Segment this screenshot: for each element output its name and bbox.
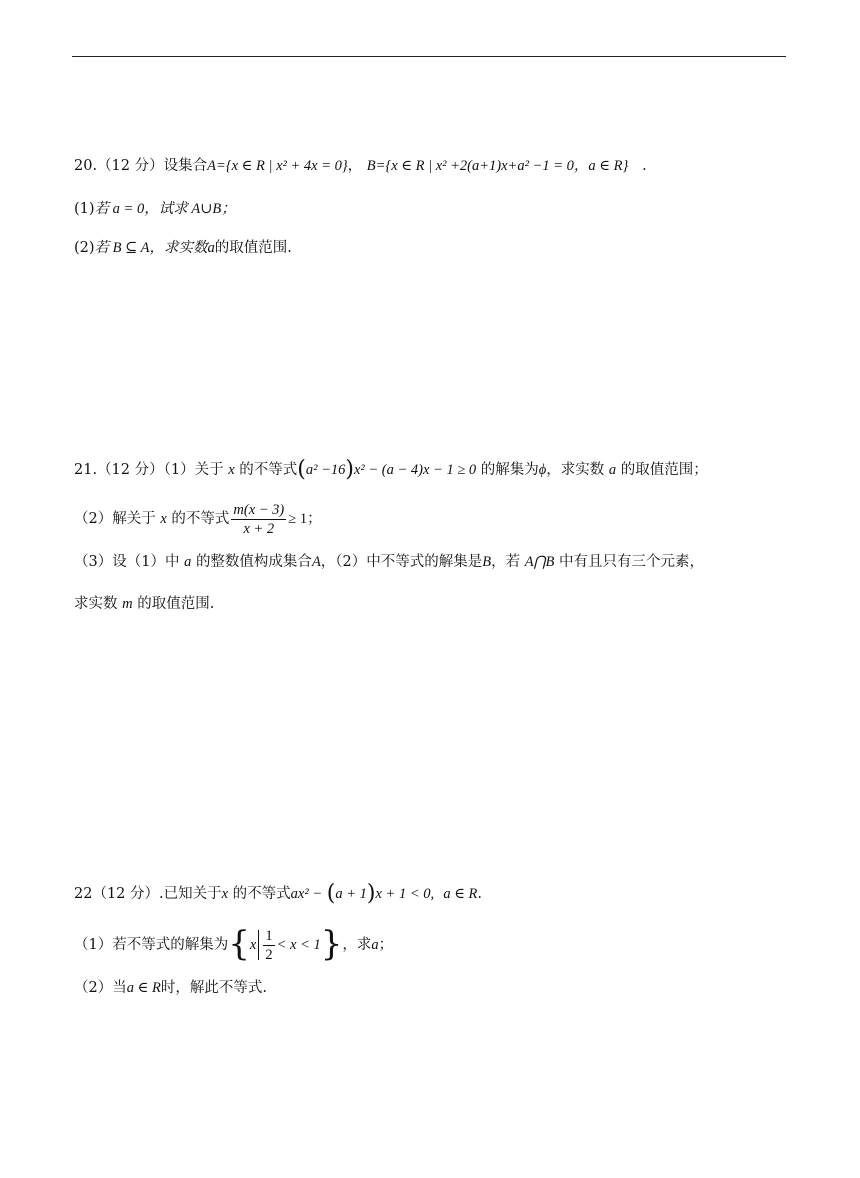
q20-intro: 设集合: [163, 158, 208, 174]
q21-part2-pre: 解关于: [112, 511, 156, 527]
q21-score: （12 分）: [97, 462, 164, 478]
q20-number: 20.: [74, 158, 98, 174]
q20-set-b: B={x ∈ R | x² +2(a+1)x+a² −1 = 0，a ∈ R}: [366, 158, 629, 174]
q22-intro-end: .: [477, 886, 483, 902]
q22-part2-label: （2）: [74, 980, 113, 996]
q22-set-var: x: [249, 937, 257, 953]
q22-intro-b: 的不等式: [232, 886, 291, 902]
q21-part2-end: ；: [307, 511, 322, 527]
q22-set-rest: < x < 1: [276, 937, 321, 953]
q22-paren-close: ): [366, 881, 376, 906]
q21-part3-text-a: 设（1）中: [112, 554, 180, 570]
q20-part2-text-a: 若 B ⊆ A，求实数: [94, 240, 208, 256]
q22-number: 22: [74, 886, 93, 902]
q21-part3-text-b: 的整数值构成集合: [195, 554, 312, 570]
q20-stem: [74, 156, 647, 176]
q21-paren-close: ): [345, 457, 354, 482]
q21-part3-line2-var: m: [122, 596, 133, 612]
q21-part3-var-B: B: [482, 554, 492, 570]
q22-brace-close: }: [320, 924, 343, 964]
q22-fraction-numerator: 1: [265, 927, 273, 944]
q22-ineq-a: ax² −: [290, 886, 323, 902]
q20-part2-text-b: 的取值范围.: [214, 240, 292, 256]
q21-part3-line2-b: 的取值范围.: [137, 596, 215, 612]
q22-ineq-b: x + 1 < 0,: [375, 886, 435, 902]
q22-part1-var: a: [371, 937, 379, 953]
q21-fraction: [231, 501, 286, 538]
q20-part2-var: a: [207, 240, 215, 256]
q21-fraction-numerator: m(x − 3): [233, 501, 285, 518]
q21-part2: [74, 500, 322, 538]
q20-part2-label: (2): [74, 240, 95, 256]
q22-fraction: [263, 927, 274, 964]
q22-part2-post: 时，解此不等式.: [160, 980, 267, 996]
q20-part1-text: 若 a = 0，试求 A∪B；: [94, 201, 236, 217]
q21-part3-intersection: A⋂B: [524, 554, 555, 570]
header-rule: [72, 56, 786, 57]
q22-fraction-denominator: 2: [265, 946, 273, 963]
q22-brace-open: {: [228, 924, 250, 964]
q21-part3-var-A: A: [311, 554, 321, 570]
q21-part1-post: 的解集为: [480, 462, 539, 478]
q22-part1-label: （1）: [74, 937, 113, 953]
q21-paren-open: (: [297, 457, 306, 482]
q21-part3-text-c: ，（2）中不等式的解集是: [320, 554, 483, 570]
q21-part1-label: （1）: [163, 462, 195, 478]
q22-intro-var: x: [221, 886, 229, 902]
q22-part2: [74, 978, 267, 998]
q21-part3-line2: [74, 594, 214, 614]
q21-part3-text-d: ，若: [491, 554, 521, 570]
q20-set-a: A={x ∈ R | x² + 4x = 0}: [207, 158, 348, 174]
q20-part1-label: (1): [74, 201, 95, 217]
q21-part1-var: x: [228, 462, 235, 478]
q21-part1-tail-var: a: [608, 462, 617, 478]
q22-part1-end: ；: [378, 937, 394, 953]
q21-ineq-left: a² −16: [305, 462, 346, 478]
q20-score: （12 分）: [97, 158, 164, 174]
q20-part2: [74, 238, 292, 258]
q21-part3-line2-a: 求实数: [74, 596, 118, 612]
q22-part2-pre: 当: [112, 980, 127, 996]
q22-intro-a: .已知关于: [159, 886, 222, 902]
q22-part1-pre: 若不等式的解集为: [112, 937, 229, 953]
q21-part3-var-a: a: [184, 554, 192, 570]
q22-part2-cond: a ∈ R: [126, 980, 161, 996]
q22-part1: [74, 926, 393, 964]
q21-part1-mid: 的不等式: [239, 462, 298, 478]
q22-part1-post: ，求: [342, 937, 372, 953]
q22-paren-open: (: [326, 881, 336, 906]
q22-ineq-paren: a + 1: [335, 886, 367, 902]
q21-empty-set: ϕ: [538, 462, 547, 478]
q22-score: （12 分）: [92, 886, 160, 902]
q21-part1-pre: 关于: [194, 462, 224, 478]
q20-comma: ，: [347, 158, 363, 174]
q22-stem: [74, 881, 483, 906]
q21-part3-label: （3）: [74, 554, 113, 570]
q21-part1: [74, 457, 708, 482]
q21-number: 21.: [74, 462, 98, 478]
q21-part2-relation: ≥ 1: [288, 511, 308, 527]
q21-ineq-right: x² − (a − 4)x − 1 ≥ 0: [353, 462, 477, 478]
q21-part2-var: x: [160, 511, 167, 527]
q22-set-bar: [258, 930, 259, 960]
q22-ineq-c: a ∈ R: [443, 886, 478, 902]
q21-fraction-denominator: x + 2: [243, 520, 275, 537]
q21-part2-label: （2）: [74, 511, 113, 527]
q20-end: .: [642, 158, 647, 174]
q20-part1: [74, 199, 236, 219]
q21-part3: [74, 552, 704, 572]
q21-part2-mid: 的不等式: [171, 511, 230, 527]
q21-part1-tail-b: 的取值范围；: [620, 462, 708, 478]
q21-part1-tail-a: ，求实数: [546, 462, 605, 478]
q21-part3-text-e: 中有且只有三个元素，: [558, 554, 704, 570]
